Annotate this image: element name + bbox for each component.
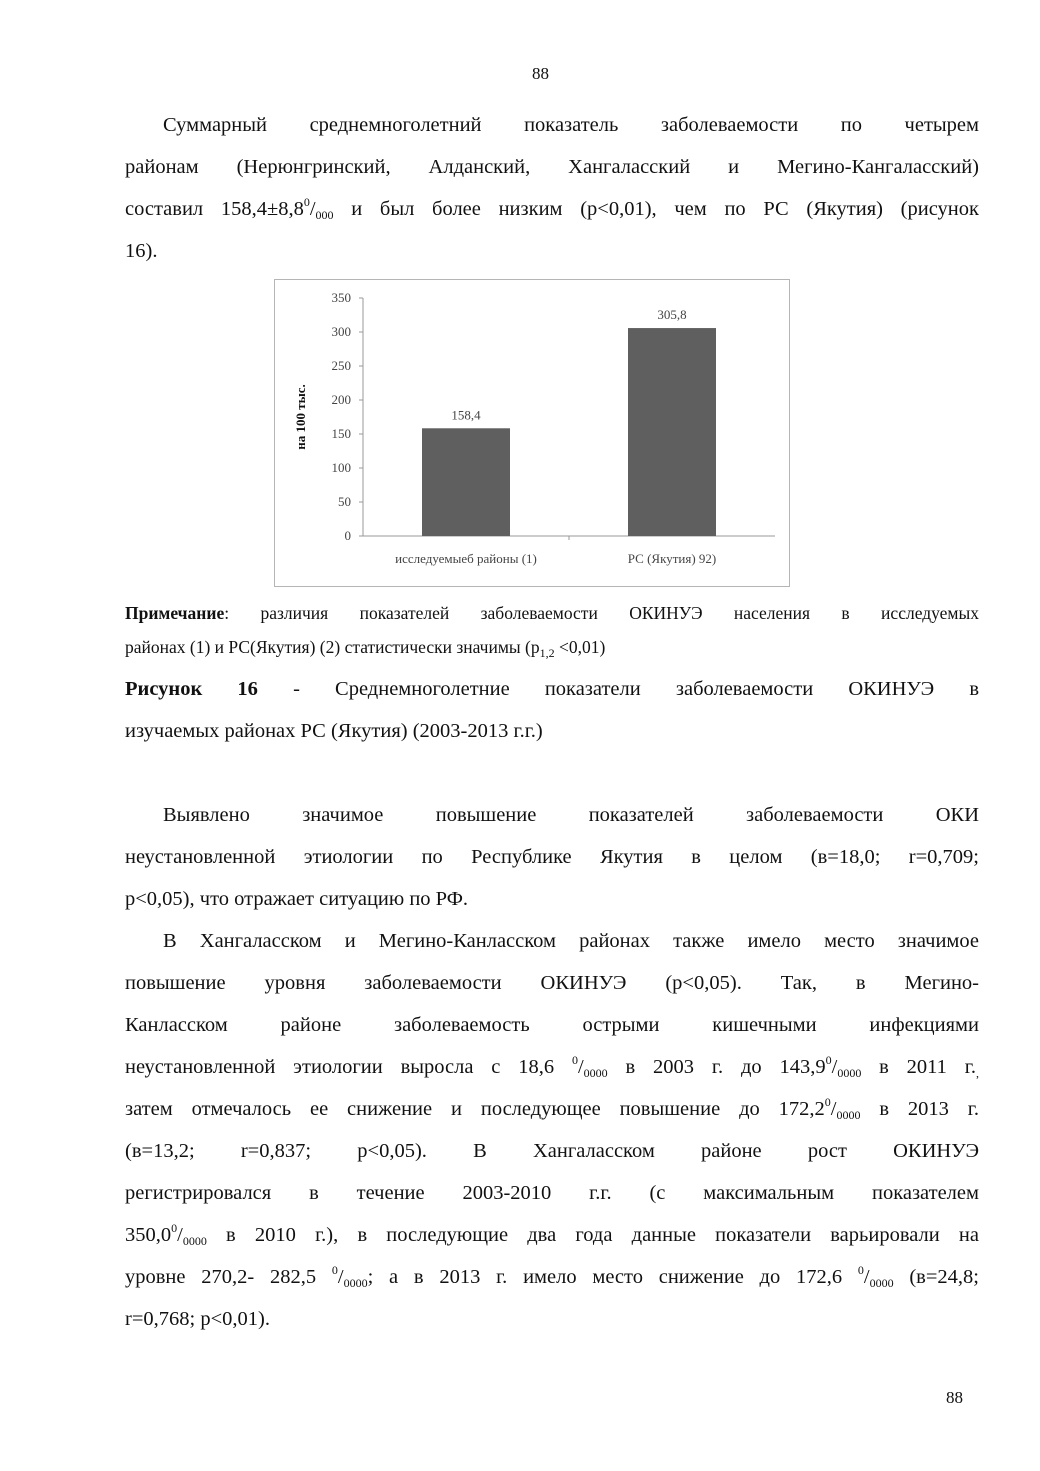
text-line: уровне 270,2- 282,5 $^0/_{0000}$; а в 2013 г. имело место снижение до 172,6 $^0/_{0000}$ (в=24,8; (125, 1263, 979, 1290)
y-tick-label: 50 (338, 494, 351, 509)
page-number-top: 88 (532, 64, 549, 83)
y-axis-label: на 100 тыс. (293, 384, 308, 450)
text-line: В Хангаласском и Мегино-Канласском районах также имело место значимое (163, 930, 979, 952)
note-line: районах (1) и РС(Якутия) (2) статистически значимы $(р_{1,2} <0,01)$ (125, 637, 606, 660)
text-line: (в=13,2; r=0,837; р<0,05). В Хангаласском районе рост ОКИНУЭ (125, 1140, 979, 1162)
text-line: Суммарный среднемноголетний показатель заболеваемости по четырем (163, 114, 979, 136)
text-line: r=0,768; р<0,01). (125, 1308, 270, 1330)
x-tick-label: исследуемыеб районы (1) (395, 551, 537, 566)
text-line: неустановленной этиологии по Республике Якутия в целом (в=18,0; r=0,709; (125, 846, 979, 868)
text-line: неустановленной этиологии выросла с 18,6 $^0/_{0000}$ в 2003 г. до $143,9^0/_{0000}$ в 2011 $г._,$ (125, 1053, 979, 1080)
paragraph-1 (125, 104, 979, 272)
x-tick-label: РС (Якутия) 92) (627, 551, 717, 566)
y-tick-label: 100 (331, 460, 351, 475)
y-tick-label: 200 (331, 392, 351, 407)
text-line: затем отмечалось ее снижение и последующее повышение до $172,2^0/_{0000}$ в 2013 г. (125, 1095, 979, 1122)
caption-line: изучаемых районах РС (Якутия) (2003-2013 г.г.) (125, 720, 543, 742)
paragraph-3 (125, 920, 979, 1340)
text-line: повышение уровня заболеваемости ОКИНУЭ (р<0,05). Так, в Мегино- (125, 972, 979, 994)
text-line: регистрировался в течение 2003-2010 г.г. (с максимальным показателем (125, 1182, 979, 1204)
page-number-bottom: 88 (946, 1388, 963, 1407)
bar (422, 428, 510, 536)
data-label: 305,8 (657, 307, 687, 323)
text-line: $350,0^0/_{0000}$ в 2010 г.), в последующие два года данные показатели варьировали на (125, 1221, 979, 1248)
bar (628, 328, 716, 536)
y-tick-label: 300 (331, 324, 351, 339)
chart-canvas (275, 280, 791, 588)
y-tick-label: 150 (331, 426, 351, 441)
text-line: районам (Нерюнгринский, Алданский, Хангаласский и Мегино-Кангаласский) (125, 156, 979, 178)
figure-caption (125, 668, 979, 752)
paragraph-2 (125, 794, 979, 920)
text-line: Канласском районе заболеваемость острыми кишечными инфекциями (125, 1014, 979, 1036)
text-line: составил $158,4\pm 8,8^0/_{000}$ и был более низким (р<0,01), чем по РС (Якутия) (рисунок (125, 195, 979, 222)
caption-line: Рисунок 16 - Среднемноголетние показатели заболеваемости ОКИНУЭ в (125, 678, 979, 700)
text-line: р<0,05), что отражает ситуацию по РФ. (125, 888, 469, 910)
text-line: Выявлено значимое повышение показателей заболеваемости ОКИ (163, 804, 979, 826)
data-label: 158,4 (451, 407, 481, 423)
y-tick-label: 250 (331, 358, 351, 373)
note-line: Примечание: различия показателей заболеваемости ОКИНУЭ населения в исследуемых (125, 603, 979, 623)
bar-chart (274, 279, 790, 587)
y-tick-label: 350 (331, 290, 351, 305)
figure-note (125, 596, 979, 664)
y-tick-label: 0 (344, 528, 351, 543)
text-line: 16). (125, 240, 158, 262)
